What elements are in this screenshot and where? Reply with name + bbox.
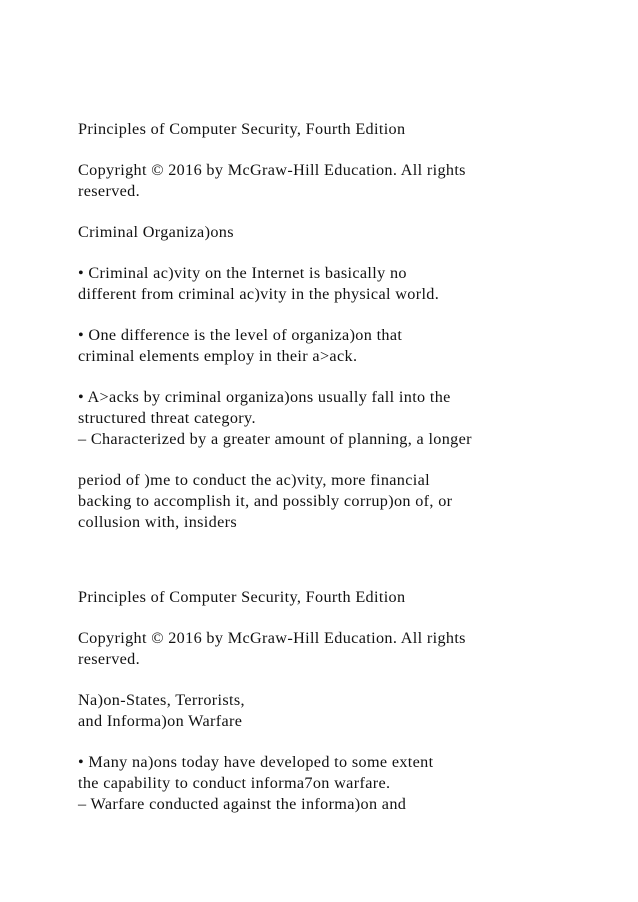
copyright-line: reserved. <box>78 182 141 200</box>
body-line: criminal elements employ in their a>ack. <box>78 347 358 365</box>
slide-heading: and Informa)on Warfare <box>78 712 243 730</box>
book-title: Principles of Computer Security, Fourth Edition <box>78 588 406 606</box>
body-line: collusion with, insiders <box>78 513 238 531</box>
copyright-line: reserved. <box>78 650 141 668</box>
body-line: the capability to conduct informa7on warfare. <box>78 774 391 792</box>
copyright-line: Copyright © 2016 by McGraw-Hill Education. All rights <box>78 161 466 179</box>
body-line: backing to accomplish it, and possibly corrup)on of, or <box>78 492 453 510</box>
body-line: – Characterized by a greater amount of planning, a longer <box>78 430 472 448</box>
body-line: – Warfare conducted against the informa)on and <box>78 795 407 813</box>
body-line: period of )me to conduct the ac)vity, more financial <box>78 471 431 489</box>
body-line: • A>acks by criminal organiza)ons usually fall into the <box>78 388 451 406</box>
slide-heading: Criminal Organiza)ons <box>78 223 234 241</box>
body-line: structured threat category. <box>78 409 256 427</box>
slide-heading: Na)on-States, Terrorists, <box>78 691 245 709</box>
copyright-line: Copyright © 2016 by McGraw-Hill Education. All rights <box>78 629 466 647</box>
body-line: • Many na)ons today have developed to some extent <box>78 753 434 771</box>
book-title: Principles of Computer Security, Fourth Edition <box>78 120 406 138</box>
body-line: • One difference is the level of organiza)on that <box>78 326 403 344</box>
body-line: different from criminal ac)vity in the physical world. <box>78 285 440 303</box>
body-line: • Criminal ac)vity on the Internet is basically no <box>78 264 407 282</box>
